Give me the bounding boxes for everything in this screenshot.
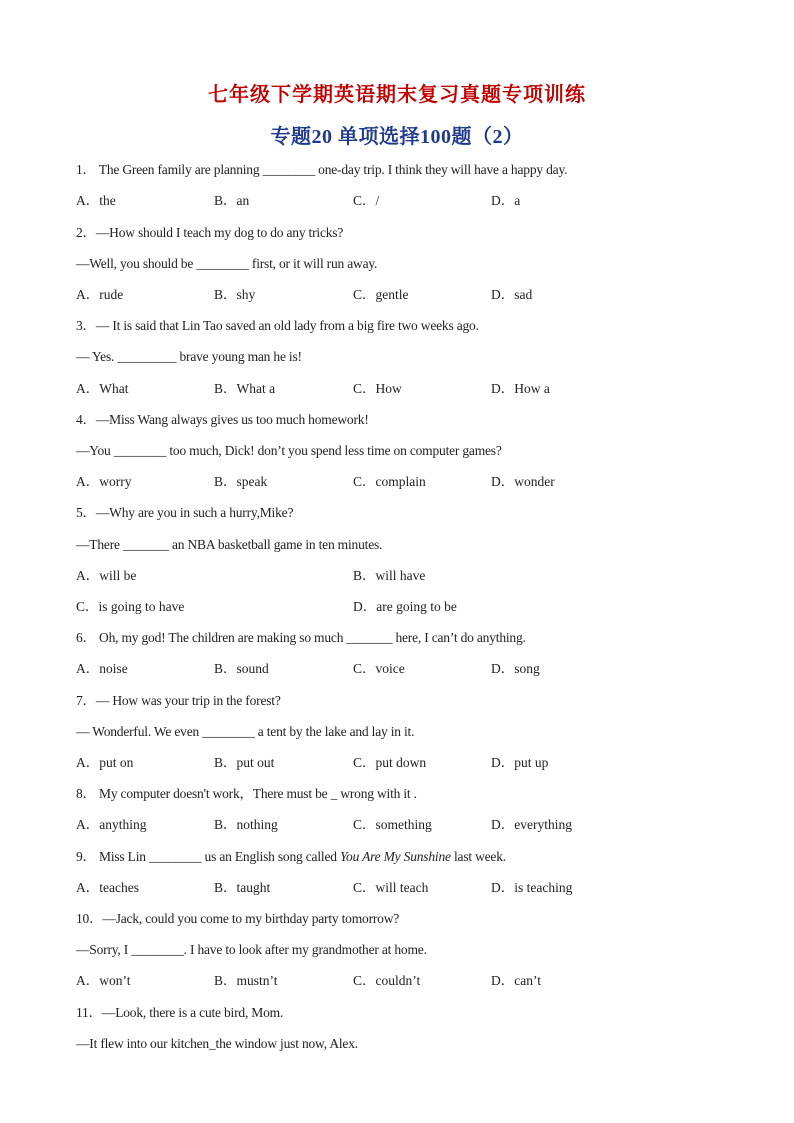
question-6: 6． Oh, my god! The children are making so much _______ here, I can’t do anything. [76,630,526,645]
question-5-reply: —There _______ an NBA basketball game in ten minutes. [76,537,383,552]
q5-option-a: A．will be [76,568,137,583]
q2-option-c: C．gentle [353,287,409,302]
page-title: 七年级下学期英语期末复习真题专项训练 [208,84,586,106]
question-10: 10．—Jack, could you come to my birthday party tomorrow? [76,911,400,926]
song-title: You Are My Sunshine [339,849,451,864]
q8-option-d: D．everything [491,817,572,832]
question-5: 5．—Why are you in such a hurry,Mike? [76,505,294,520]
q10-option-d: D．can’t [491,973,541,988]
question-11: 11．—Look, there is a cute bird, Mom. [76,1005,284,1020]
q1-option-b: B．an [214,193,250,208]
q6-option-a: A．noise [76,661,128,676]
q7-option-b: B．put out [214,755,275,770]
q9-option-b: B．taught [214,880,271,895]
question-2-reply: —Well, you should be ________ first, or it will run away. [76,256,378,271]
question-11-reply: —It flew into our kitchen_the window just now, Alex. [76,1036,358,1051]
q3-option-a: A．What [76,381,129,396]
q10-option-c: C．couldn’t [353,973,421,988]
q6-option-b: B．sound [214,661,269,676]
q2-option-b: B．shy [214,287,256,302]
q7-option-c: C．put down [353,755,427,770]
q1-option-a: A．the [76,193,116,208]
q3-option-b: B．What a [214,381,276,396]
q6-option-d: D．song [491,661,540,676]
q4-option-b: B．speak [214,474,268,489]
question-7: 7．— How was your trip in the forest? [76,693,281,708]
question-9-text: 9． Miss Lin ________ us an English song called [76,849,340,864]
q4-option-d: D．wonder [491,474,555,489]
q1-option-c: C．/ [353,193,380,208]
q4-option-a: A．worry [76,474,132,489]
page-subtitle: 专题20 单项选择100题（2） [270,126,524,148]
q6-option-c: C．voice [353,661,405,676]
question-8: 8． My computer doesn't work，There must be _ wrong with it . [76,786,417,801]
q5-option-c: C．is going to have [76,599,185,614]
question-1: 1． The Green family are planning ________ one-day trip. I think they will have a happy day. [76,162,568,177]
q3-option-d: D．How a [491,381,550,396]
question-9-text-end: last week. [450,849,506,864]
q2-option-d: D．sad [491,287,533,302]
q2-option-a: A．rude [76,287,124,302]
q4-option-c: C．complain [353,474,426,489]
q10-option-b: B．mustn’t [214,973,278,988]
q9-option-d: D．is teaching [491,880,573,895]
question-7-reply: — Wonderful. We even ________ a tent by the lake and lay in it. [76,724,415,739]
question-4: 4．—Miss Wang always gives us too much homework! [76,412,369,427]
question-4-reply: —You ________ too much, Dick! don’t you spend less time on computer games? [76,443,502,458]
q3-option-c: C．How [353,381,402,396]
q5-option-b: B．will have [353,568,426,583]
q8-option-a: A．anything [76,817,147,832]
question-3: 3．— It is said that Lin Tao saved an old lady from a big fire two weeks ago. [76,318,479,333]
q8-option-c: C．something [353,817,432,832]
q7-option-d: D．put up [491,755,549,770]
q8-option-b: B．nothing [214,817,278,832]
q1-option-d: D．a [491,193,521,208]
q10-option-a: A．won’t [76,973,131,988]
q9-option-c: C．will teach [353,880,429,895]
question-3-reply: — Yes. _________ brave young man he is! [76,349,302,364]
question-2: 2．—How should I teach my dog to do any tricks? [76,225,344,240]
question-10-reply: —Sorry, I ________. I have to look after my grandmother at home. [76,942,427,957]
q5-option-d: D．are going to be [353,599,457,614]
q9-option-a: A．teaches [76,880,139,895]
q7-option-a: A．put on [76,755,134,770]
question-9 [76,848,506,866]
